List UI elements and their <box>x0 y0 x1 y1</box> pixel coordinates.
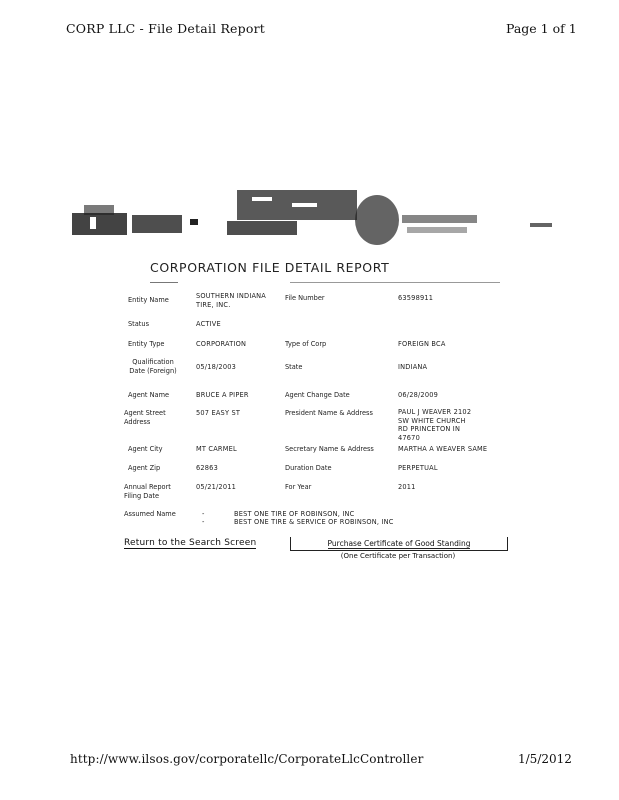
agent-city-label: Agent City <box>128 445 163 453</box>
for-year-label: For Year <box>285 483 312 491</box>
agent-change-date-value: 06/28/2009 <box>398 391 439 399</box>
file-number-value: 63598911 <box>398 294 434 302</box>
duration-date-value: PERPETUAL <box>398 464 438 472</box>
print-header-title: CORP LLC - File Detail Report <box>66 21 265 36</box>
secretary-label: Secretary Name & Address <box>285 445 374 453</box>
print-header-page: Page 1 of 1 <box>506 21 577 36</box>
agent-name-label: Agent Name <box>128 391 170 399</box>
agent-zip-label: Agent Zip <box>128 464 161 472</box>
type-of-corp-value: FOREIGN BCA <box>398 340 446 348</box>
status-value: ACTIVE <box>196 320 221 328</box>
for-year-value: 2011 <box>398 483 416 491</box>
purchase-certificate-button[interactable] <box>290 537 508 551</box>
purchase-certificate-label: Purchase Certificate of Good Standing <box>327 539 471 548</box>
divider <box>150 282 178 283</box>
file-number-label: File Number <box>285 294 325 302</box>
agent-change-date-label: Agent Change Date <box>285 391 350 399</box>
entity-name-label: Entity Name <box>128 296 169 304</box>
qualification-date-value: 05/18/2003 <box>196 363 237 371</box>
print-footer-date: 1/5/2012 <box>518 752 572 766</box>
assumed-name-bullet: - <box>202 518 205 526</box>
assumed-name-label: Assumed Name <box>124 510 176 518</box>
agent-street-label: Agent Street Address <box>124 409 166 426</box>
divider <box>290 282 500 283</box>
agent-name-value: BRUCE A PIPER <box>196 391 249 399</box>
secretary-value: MARTHA A WEAVER SAME <box>398 445 488 453</box>
president-value: PAUL J WEAVER 2102 SW WHITE CHURCH RD PRINCETON IN 47670 <box>398 408 472 442</box>
state-label: State <box>285 363 303 371</box>
entity-name-value: SOUTHERN INDIANA TIRE, INC. <box>196 292 267 309</box>
qualification-date-label: Qualification Date (Foreign) <box>129 358 177 375</box>
banner-graphic <box>62 185 560 247</box>
agent-city-value: MT CARMEL <box>196 445 237 453</box>
agent-zip-value: 62863 <box>196 464 218 472</box>
purchase-note: (One Certificate per Transaction) <box>340 552 456 560</box>
assumed-name-item: BEST ONE TIRE & SERVICE OF ROBINSON, INC <box>234 518 394 526</box>
entity-type-label: Entity Type <box>128 340 165 348</box>
status-label: Status <box>128 320 150 328</box>
duration-date-label: Duration Date <box>285 464 332 472</box>
agent-street-value: 507 EASY ST <box>196 409 241 417</box>
return-to-search-label: Return to the Search Screen <box>124 538 257 548</box>
annual-report-value: 05/21/2011 <box>196 483 237 491</box>
type-of-corp-label: Type of Corp <box>285 340 327 348</box>
annual-report-label: Annual Report Filing Date <box>124 483 171 500</box>
assumed-name-bullet: - <box>202 510 205 518</box>
entity-type-value: CORPORATION <box>196 340 247 348</box>
state-value: INDIANA <box>398 363 428 371</box>
assumed-name-item: BEST ONE TIRE OF ROBINSON, INC <box>234 510 355 518</box>
president-label: President Name & Address <box>285 409 373 417</box>
print-footer-url: http://www.ilsos.gov/corporatellc/CorporateLlcController <box>70 752 424 766</box>
report-title: CORPORATION FILE DETAIL REPORT <box>150 260 390 275</box>
return-to-search-link[interactable] <box>124 538 256 548</box>
